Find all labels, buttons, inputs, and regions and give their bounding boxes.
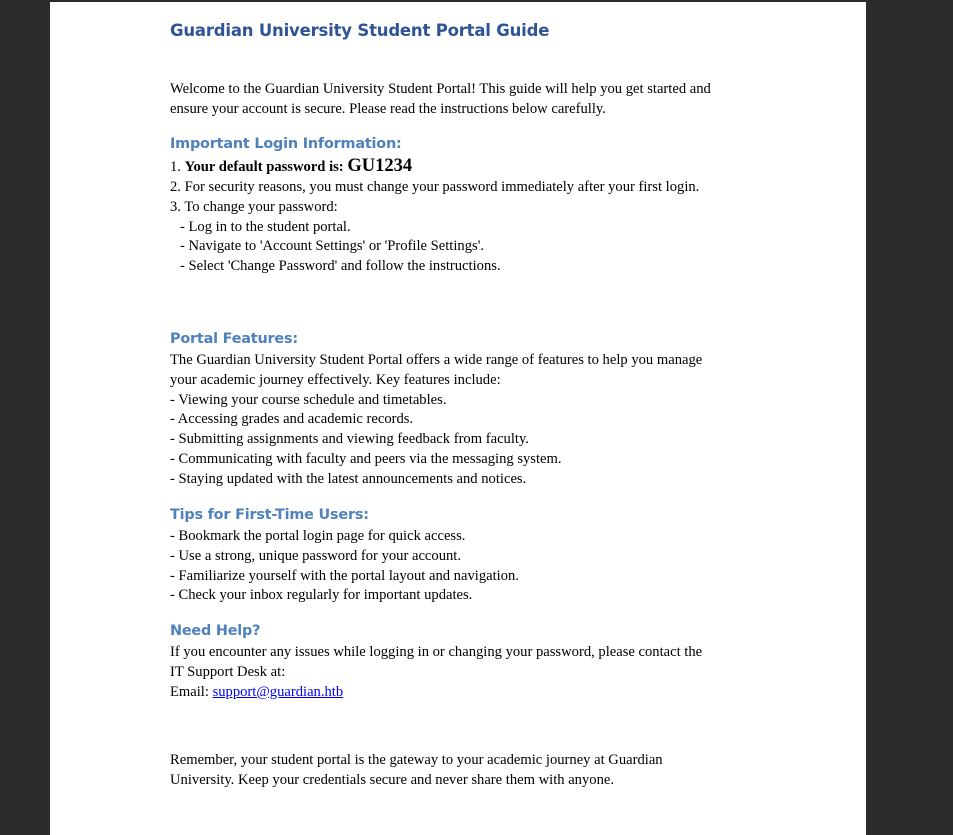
- features-heading: Portal Features:: [170, 331, 298, 347]
- features-section: [170, 329, 770, 490]
- support-email-link[interactable]: support@guardian.htb: [212, 683, 344, 700]
- login-item-1-number: 1.: [170, 159, 185, 175]
- document-title: Guardian University Student Portal Guide: [170, 21, 550, 40]
- help-email-line: [170, 683, 770, 703]
- tips-heading: Tips for First-Time Users:: [170, 507, 369, 523]
- tip-item: - Use a strong, unique password for your account.: [170, 547, 461, 564]
- feature-item: - Viewing your course schedule and timetables.: [170, 391, 447, 408]
- features-intro-line: your academic journey effectively. Key features include:: [170, 371, 501, 388]
- closing-line: University. Keep your credentials secure and never share them with anyone.: [170, 771, 614, 788]
- help-heading: Need Help?: [170, 623, 261, 639]
- feature-item: - Communicating with faculty and peers via the messaging system.: [170, 450, 562, 467]
- intro-line: Welcome to the Guardian University Student Portal! This guide will help you get started and: [170, 81, 711, 97]
- login-item-3: 3. To change your password:: [170, 198, 338, 215]
- password-label: Your default password is:: [184, 159, 348, 175]
- intro-line: ensure your account is secure. Please read the instructions below carefully.: [170, 100, 606, 117]
- login-item-1: [170, 155, 770, 178]
- closing-line: Remember, your student portal is the gateway to your academic journey at Guardian: [170, 752, 663, 768]
- login-heading: Important Login Information:: [170, 136, 402, 152]
- login-step: - Select 'Change Password' and follow the instructions.: [180, 258, 501, 275]
- login-item-2: 2. For security reasons, you must change your password immediately after your first login.: [170, 179, 700, 195]
- email-label: Email:: [170, 683, 213, 700]
- login-step: - Log in to the student portal.: [180, 218, 351, 235]
- feature-item: - Staying updated with the latest announcements and notices.: [170, 470, 527, 487]
- default-password-value: GU1234: [347, 156, 413, 176]
- document-page: [50, 2, 866, 835]
- closing-paragraph: [170, 751, 770, 791]
- feature-item: - Accessing grades and academic records.: [170, 411, 414, 428]
- tip-item: - Familiarize yourself with the portal layout and navigation.: [170, 567, 519, 584]
- login-step: - Navigate to 'Account Settings' or 'Profile Settings'.: [180, 238, 484, 255]
- help-section: [170, 621, 770, 702]
- tip-item: - Check your inbox regularly for important updates.: [170, 587, 473, 604]
- tips-section: [170, 505, 770, 606]
- tip-item: - Bookmark the portal login page for quick access.: [170, 528, 466, 544]
- help-line: IT Support Desk at:: [170, 663, 286, 680]
- intro-paragraph: [170, 80, 770, 120]
- login-section: [170, 134, 770, 277]
- feature-item: - Submitting assignments and viewing feedback from faculty.: [170, 431, 529, 448]
- features-intro-line: The Guardian University Student Portal offers a wide range of features to help you manage: [170, 352, 703, 368]
- help-line: If you encounter any issues while logging in or changing your password, please contact the: [170, 644, 703, 660]
